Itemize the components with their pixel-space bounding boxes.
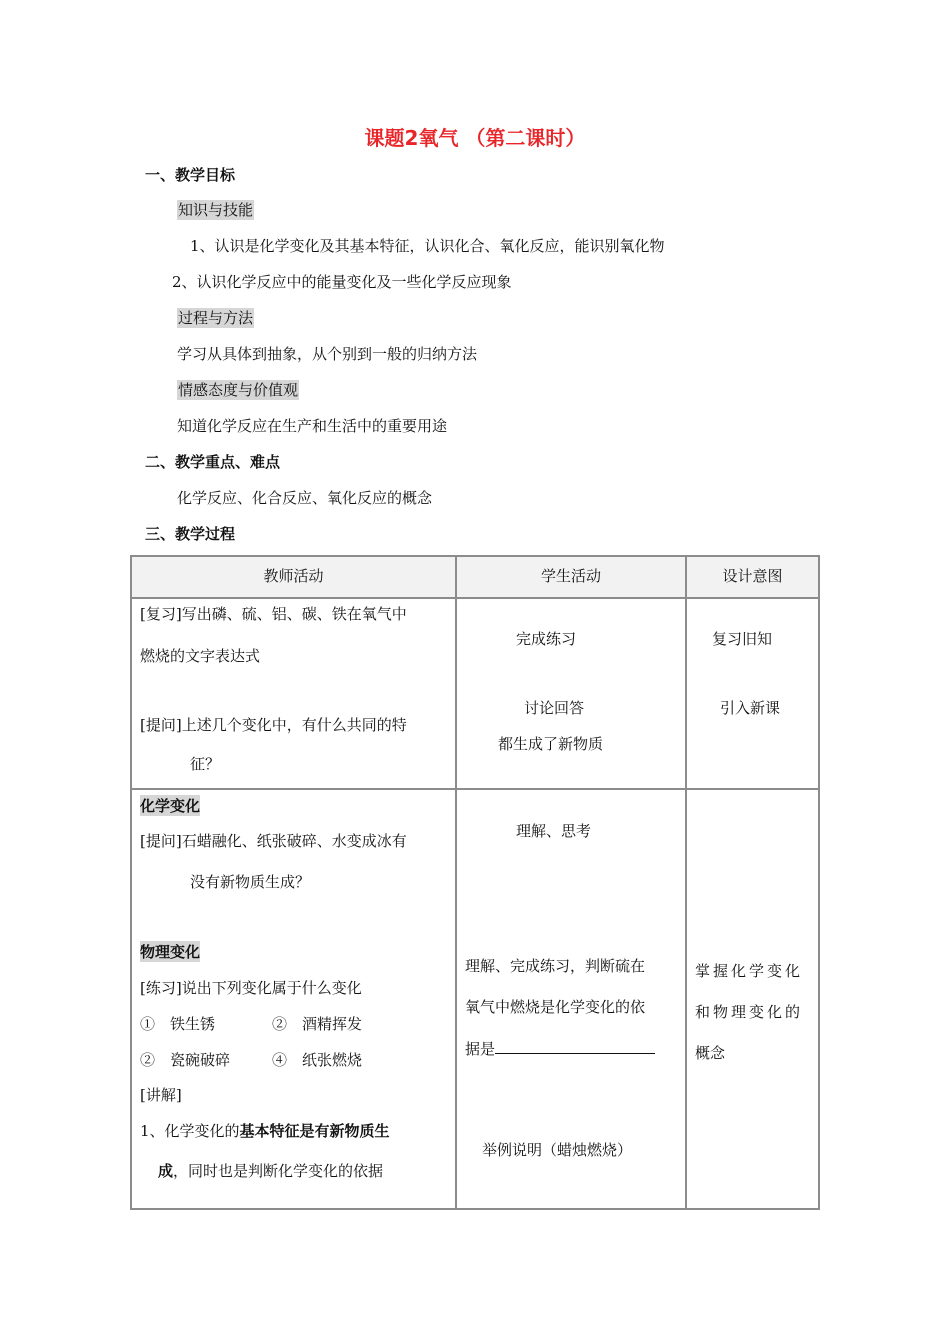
review-line-2: 燃烧的文字表达式 <box>140 647 261 665</box>
student-discuss-answer: 讨论回答 <box>524 699 585 717</box>
question-wax-line-1: [提问]石蜡融化、纸张破碎、水变成冰有 <box>140 832 407 850</box>
student-practice-line-1: 理解、完成练习，判断硫在 <box>465 957 646 975</box>
practice-prompt: [练习]说出下列变化属于什么变化 <box>140 979 362 997</box>
intent-review-old: 复习旧知 <box>712 630 773 648</box>
process-method-label: 过程与方法 <box>178 309 254 327</box>
student-complete-exercise: 完成练习 <box>516 630 577 648</box>
process-method-text: 学习从具体到抽象，从个别到一般的归纳方法 <box>177 345 478 363</box>
explain-suffix: ，同时也是判断化学变化的依据 <box>173 1162 384 1180</box>
student-basis-label: 据是 <box>465 1040 496 1058</box>
row-divider <box>132 597 818 599</box>
section-heading-key-points: 二、教学重点、难点 <box>145 453 281 471</box>
objective-item-1: 1、认识是化学变化及其基本特征，认识化合、氧化反应，能识别氧化物 <box>190 237 665 255</box>
explain-line-1 <box>140 1120 390 1141</box>
question-wax-line-2: 没有新物质生成？ <box>190 873 311 891</box>
physical-change-heading: 物理变化 <box>140 943 201 961</box>
column-divider <box>455 557 457 1208</box>
student-practice-line-2: 氧气中燃烧是化学变化的依 <box>465 998 646 1016</box>
review-line-1: [复习]写出磷、硫、铝、碳、铁在氧气中 <box>140 605 407 623</box>
header-student-activity: 学生活动 <box>540 567 601 585</box>
practice-option-2: ② 酒精挥发 <box>272 1015 363 1033</box>
question-line-1: [提问]上述几个变化中，有什么共同的特 <box>140 716 407 734</box>
teaching-process-table <box>130 555 820 1210</box>
chemical-change-heading: 化学变化 <box>140 797 201 815</box>
knowledge-skills-label: 知识与技能 <box>178 201 254 219</box>
practice-option-1: ① 铁生锈 <box>140 1015 216 1033</box>
answer-blank <box>495 1039 655 1054</box>
explain-prefix: 1、化学变化的 <box>140 1122 240 1140</box>
intent-introduce-new: 引入新课 <box>720 699 781 717</box>
header-teacher-activity: 教师活动 <box>263 567 324 585</box>
row-divider <box>132 788 818 790</box>
intent-master-line-2: 和物理变化的 <box>695 1003 804 1021</box>
practice-option-4: ④ 纸张燃烧 <box>272 1051 363 1069</box>
student-new-substance: 都生成了新物质 <box>498 735 604 753</box>
explain-bold-1: 基本特征是有新物质生 <box>239 1122 390 1140</box>
objective-item-2: 2、认识化学反应中的能量变化及一些化学反应现象 <box>172 273 512 291</box>
explain-line-2 <box>158 1160 383 1181</box>
emotion-values-text: 知道化学反应在生产和生活中的重要用途 <box>177 417 448 435</box>
intent-master-line-3: 概念 <box>695 1044 726 1062</box>
column-divider <box>685 557 687 1208</box>
section-heading-process: 三、教学过程 <box>145 525 236 543</box>
student-example-candle: 举例说明（蜡烛燃烧） <box>482 1141 633 1159</box>
intent-master-line-1: 掌握化学变化 <box>695 962 804 980</box>
header-design-intent: 设计意图 <box>722 567 783 585</box>
key-points-text: 化学反应、化合反应、氧化反应的概念 <box>177 489 433 507</box>
explain-bold-2: 成 <box>158 1162 174 1180</box>
emotion-values-label: 情感态度与价值观 <box>178 381 299 399</box>
explain-label: [讲解] <box>140 1086 182 1104</box>
student-understand-think: 理解、思考 <box>516 822 592 840</box>
practice-option-3: ② 瓷碗破碎 <box>140 1051 231 1069</box>
page-title: 课题2氧气 （第二课时） <box>364 126 586 150</box>
question-line-2: 征？ <box>190 755 221 773</box>
student-practice-line-3 <box>465 1038 655 1059</box>
section-heading-objectives: 一、教学目标 <box>145 166 236 184</box>
